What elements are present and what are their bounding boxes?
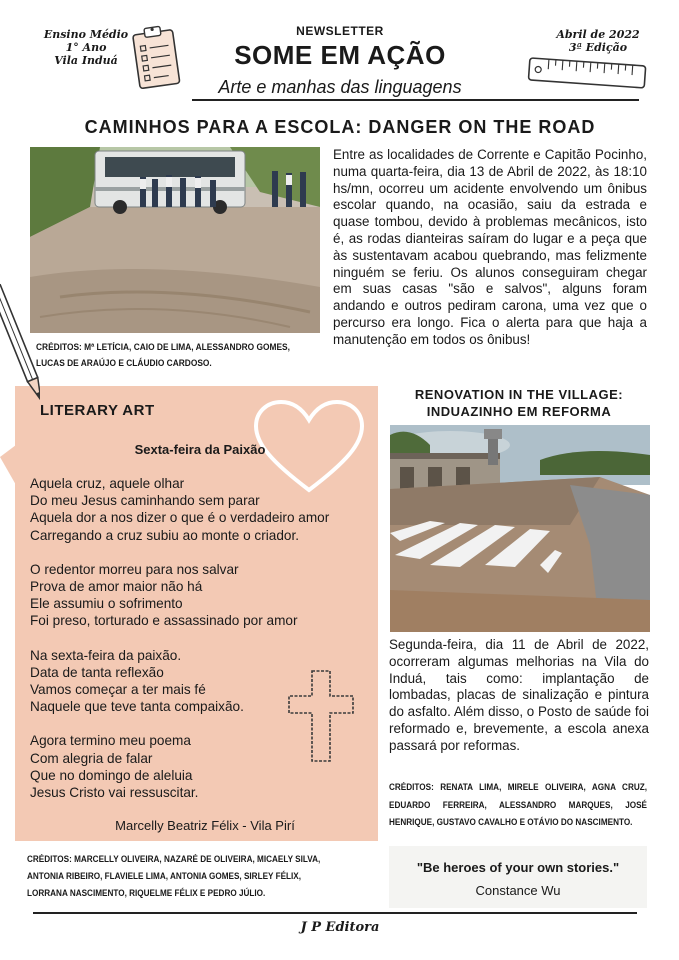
panel-tab-notch	[0, 445, 18, 485]
credits-label: CRÉDITOS:	[389, 782, 434, 793]
quote-text: "Be heroes of your own stories."	[416, 860, 620, 875]
ruler-icon	[526, 56, 650, 92]
story2-body: Segunda-feira, dia 11 de Abril de 2022, ocorreram algumas melhorias na Vila do Induá, tais como: implantação de lombadas, placas de sinalização e pintura do asfalto. Além disso, o Posto de saúde foi reformado e, brevemente, a escola anexa passará por reformas.	[389, 637, 649, 753]
credits-label: CRÉDITOS:	[27, 854, 72, 865]
street-crosswalk-photo	[390, 425, 650, 632]
school-location: Vila Induá	[54, 54, 118, 67]
poem-line: Naquele que teve tanta compaixão.	[30, 699, 244, 715]
story2-headline-line2: INDUAZINHO EM REFORMA	[426, 404, 612, 419]
poem-stanza	[30, 732, 375, 801]
credits-names: Mª LETÍCIA, CAIO DE LIMA, ALESSANDRO GOMES, LUCAS DE ARAÚJO E CLÁUDIO CARDOSO.	[36, 342, 290, 369]
story2-credits	[389, 779, 647, 832]
poem-stanza	[30, 647, 375, 716]
credits-label: CRÉDITOS:	[36, 342, 82, 353]
poem-line: Prova de amor maior não há	[30, 579, 203, 595]
credits-names: MARCELLY OLIVEIRA, NAZARÉ DE OLIVEIRA, MICAELY SILVA, ANTONIA RIBEIRO, FLAVIELE LIMA, ANTONIA GOMES, SIRLEY FÉLIX, LORRANA NASCIMENTO, RIQUELME FÉLIX E PEDRO JÚLIO.	[27, 854, 321, 899]
literary-credits	[27, 851, 328, 902]
poem-line: Agora termino meu poema	[30, 733, 191, 749]
poem-stanza	[30, 561, 375, 630]
poem-line: Na sexta-feira da paixão.	[30, 647, 182, 663]
poem-stanza	[30, 475, 375, 544]
footer-divider	[33, 912, 637, 914]
header-divider	[192, 99, 639, 101]
poem-line: Data de tanta reflexão	[30, 664, 164, 680]
school-info	[36, 28, 136, 67]
poem-line: Carregando a cruz subiu ao monte o criador.	[30, 527, 300, 543]
edition-date: Abril de 2022	[556, 28, 640, 41]
poem-title: Sexta-feira da Paixão	[134, 442, 266, 457]
edition-info	[556, 28, 640, 54]
school-level: Ensino Médio	[43, 28, 129, 41]
newsletter-tagline: Arte e manhas das linguagens	[218, 77, 462, 97]
credits-names: RENATA LIMA, MIRELE OLIVEIRA, AGNA CRUZ, EDUARDO FERREIRA, ALESSANDRO MARQUES, JOSÉ HENRIQUE, GUSTAVO CAVALHO E OTÁVIO DO NASCIMENTO.	[389, 782, 648, 828]
quote-author: Constance Wu	[475, 883, 561, 898]
poem-line: Aquela cruz, aquele olhar	[30, 476, 185, 491]
story1-headline: CAMINHOS PARA A ESCOLA: DANGER ON THE ROAD	[84, 117, 596, 137]
poem-line: Aquela dor a nos dizer o que é o verdadeiro amor	[30, 510, 330, 526]
poem-line: O redentor morreu para nos salvar	[30, 561, 239, 577]
poem-line: Jesus Cristo vai ressuscitar.	[30, 785, 199, 801]
poem-body	[30, 475, 375, 818]
poem-line: Ele assumiu o sofrimento	[30, 596, 183, 612]
edition-number: 3ª Edição	[568, 41, 628, 54]
poem-line: Com alegria de falar	[30, 750, 153, 766]
school-grade: 1° Ano	[65, 41, 107, 54]
story1-body: Entre as localidades de Corrente e Capitão Pocinho, numa quarta-feira, dia 13 de Abril de 2022, às 18:10 hs/mn, ocorreu um acidente envolvendo um ônibus escolar quando, na ocasião, saiu da estrada e quase tombou, devido à problemas mecânicos, isto é, as rodas dianteiras saíram do lugar e a peça que às sustentavam acabou quebrando, mas felizmente ninguém se feriu. Os alunos conseguiram chegar em suas casas "são e salvos", alguns foram andando e outros pediram carona, uma vez que o percurso era longo. Fica o alerta para que haja a manutenção em todos os ônibus!	[333, 147, 647, 347]
school-bus-photo	[30, 147, 320, 333]
story2-headline-line1: RENOVATION IN THE VILLAGE:	[414, 387, 624, 402]
literary-section-title: LITERARY ART	[40, 402, 155, 419]
poem-line: Do meu Jesus caminhando sem parar	[30, 493, 260, 509]
newsletter-masthead: SOME EM AÇÃO	[234, 40, 446, 70]
clipboard-icon	[128, 22, 186, 92]
publisher-name: J P Editora	[300, 920, 380, 935]
poem-line: Que no domingo de aleluia	[30, 767, 193, 783]
poem-line: Foi preso, torturado e assassinado por amor	[30, 613, 298, 629]
poem-line: Vamos começar a ter mais fé	[30, 682, 206, 698]
newsletter-kicker: NEWSLETTER	[296, 24, 384, 38]
quote-box	[389, 846, 647, 908]
story1-credits	[36, 340, 291, 372]
poem-author: Marcelly Beatriz Félix - Vila Pirí	[115, 818, 295, 833]
story2-headline	[395, 386, 643, 420]
pencil-icon	[0, 282, 40, 412]
